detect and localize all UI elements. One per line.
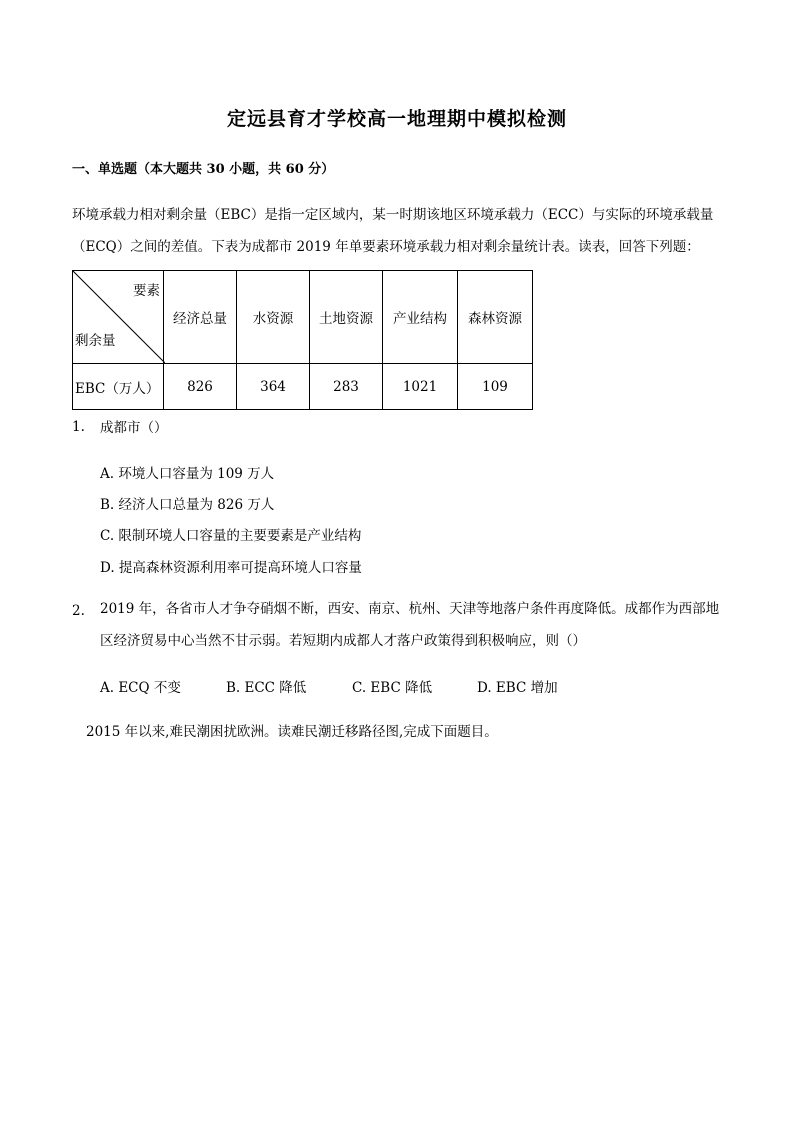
column-header: 产业结构	[383, 271, 458, 364]
column-header: 森林资源	[458, 271, 533, 364]
passage-text: 2015 年以来,难民潮困扰欧洲。读难民潮迁移路径图,完成下面题目。	[86, 724, 498, 740]
question-number: 1.	[72, 419, 85, 435]
intro-paragraph: 环境承载力相对剩余量（EBC）是指一定区域内，某一时期该地区环境承载力（ECC）与实际的环境承载量（ECQ）之间的差值。下表为成都市 2019 年单要素环境承载力相对剩余量统计表。读表，回答下列题：	[72, 207, 714, 255]
question-stem: 成都市（）	[100, 420, 168, 436]
ebc-table	[72, 270, 533, 410]
choice-option: C. 限制环境人口容量的主要要素是产业结构	[100, 528, 362, 544]
table-cell: 283	[310, 364, 383, 410]
choice-option: B. ECC 降低	[226, 680, 307, 696]
corner-label-remaining: 剩余量	[75, 333, 116, 349]
page-title: 定远县育才学校高一地理期中模拟检测	[226, 108, 567, 130]
column-header: 水资源	[237, 271, 310, 364]
row-label: EBC（万人）	[73, 364, 164, 410]
question-stem: 2019 年，各省市人才争夺硝烟不断，西安、南京、杭州、天津等地落户条件再度降低。成都作为西部地区经济贸易中心当然不甘示弱。若短期内成都人才落户政策得到积极响应，则（）	[100, 601, 720, 649]
table-cell: 364	[237, 364, 310, 410]
table-cell: 109	[458, 364, 533, 410]
choice-option: B. 经济人口总量为 826 万人	[100, 497, 275, 513]
choice-option: A. ECQ 不变	[100, 680, 181, 696]
choice-option: C. EBC 降低	[352, 680, 433, 696]
table-cell: 1021	[383, 364, 458, 410]
table-cell: 826	[164, 364, 237, 410]
column-header: 土地资源	[310, 271, 383, 364]
question-number: 2.	[72, 603, 85, 619]
table-corner-cell	[73, 271, 164, 364]
choice-option: D. EBC 增加	[477, 680, 558, 696]
section-heading: 一、单选题（本大题共 30 小题，共 60 分）	[72, 162, 335, 177]
corner-label-factor: 要素	[133, 283, 160, 299]
column-header: 经济总量	[164, 271, 237, 364]
choice-option: D. 提高森林资源利用率可提高环境人口容量	[100, 560, 362, 576]
table-row	[73, 364, 533, 410]
choice-option: A. 环境人口容量为 109 万人	[100, 466, 275, 482]
table-header-row	[73, 271, 533, 364]
